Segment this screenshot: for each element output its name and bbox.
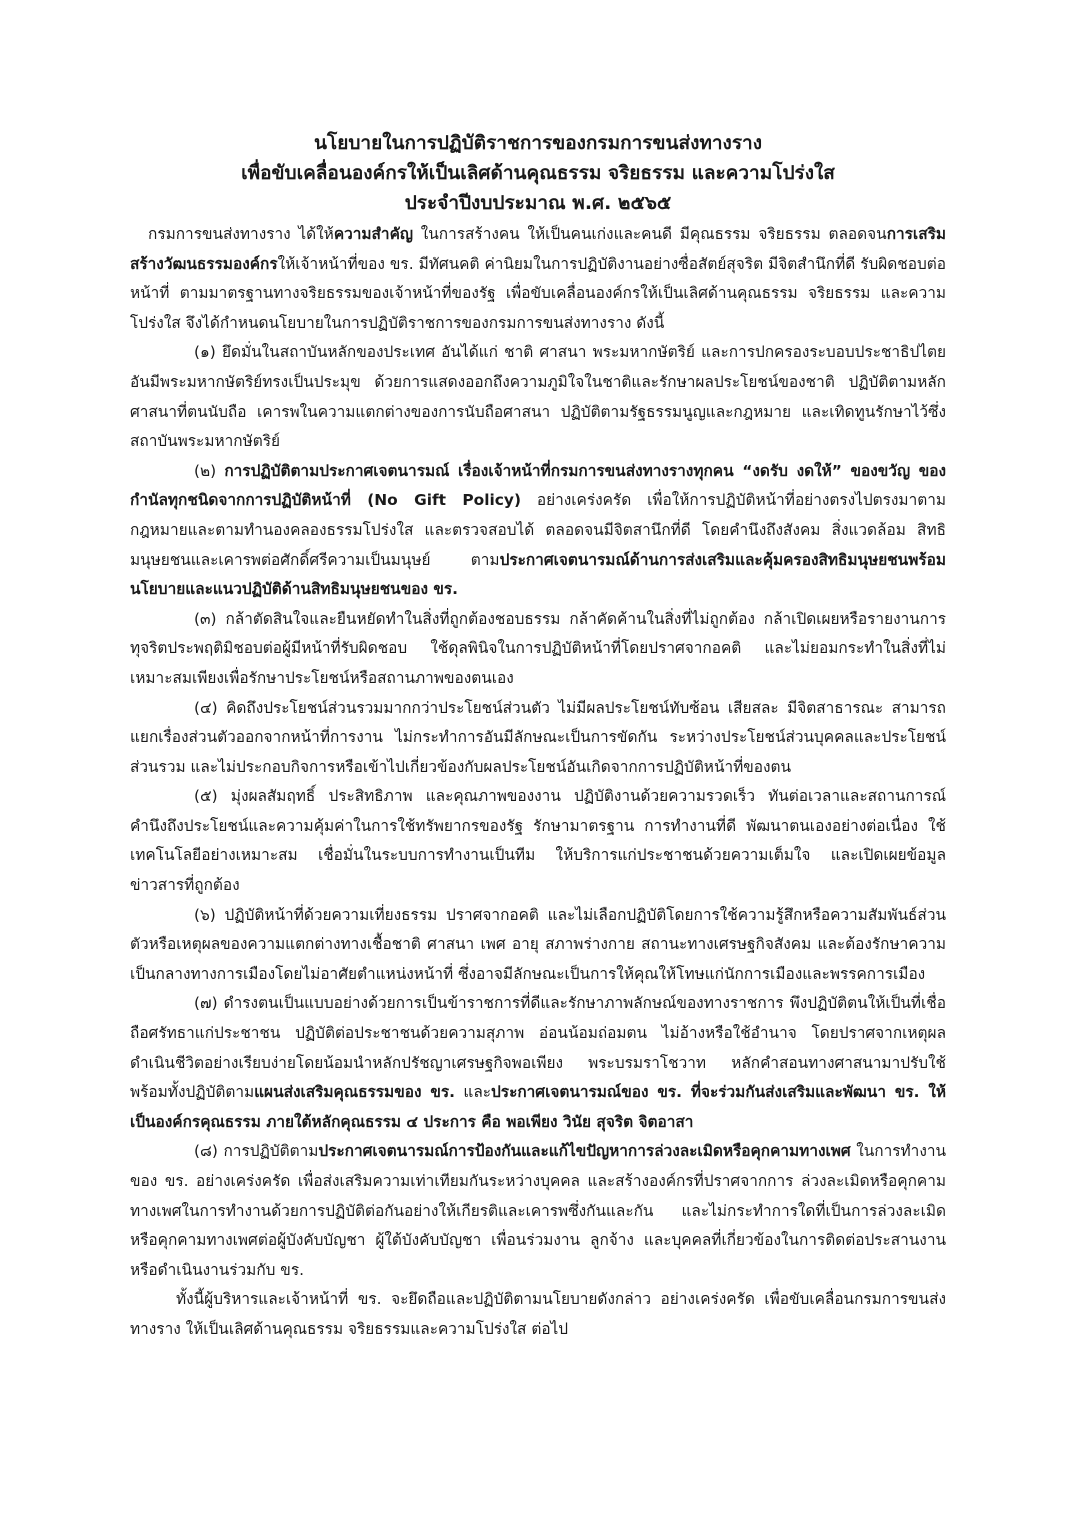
item7-bold-1: แผนส่งเสริมคุณธรรมของ ขร. bbox=[254, 1083, 455, 1102]
item8-bold-1: ประกาศเจตนารมณ์การป้องกันและแก้ไขปัญหาการล่วงละเมิดหรือคุกคามทางเพศ bbox=[318, 1142, 851, 1161]
intro-text-1: กรมการขนส่งทางราง ได้ให้ bbox=[148, 225, 334, 243]
item8-text-1: (๘) การปฏิบัติตาม bbox=[194, 1142, 319, 1161]
intro-text-2: ในการสร้างคน ให้เป็นคนเก่งและคนดี มีคุณธรรม จริยธรรม ตลอดจน bbox=[412, 225, 887, 243]
item8-text-2: ในการทำงานของ ขร. อย่างเคร่งครัด เพื่อส่งเสริมความเท่าเทียมกันระหว่างบุคคล และสร้างองค์กรที่ปราศจากการ ล่วงละเมิดหรือคุกคามทางเพศในการทำงานด้วยการปฏิบัติต่อกันอย่างให้เกียรติและเคารพซึ่งกันและกัน และไม่กระทำการใดที่เป็นการล่วงละเมิดหรือคุกคามทางเพศต่อผู้บังคับบัญชา ผู้ใต้บังคับบัญชา เพื่อนร่วมงาน ลูกจ้าง และบุคคลที่เกี่ยวข้องในการติดต่อประสานงานหรือดำเนินงานร่วมกับ ขร. bbox=[130, 1142, 947, 1279]
title-line-1: นโยบายในการปฏิบัติราชการของกรมการขนส่งทางราง bbox=[314, 132, 762, 154]
item2-number: (๒) bbox=[194, 461, 225, 480]
policy-item-7 bbox=[130, 989, 946, 1137]
title-line-3: ประจำปีงบประมาณ พ.ศ. ๒๕๖๕ bbox=[404, 192, 672, 214]
closing-paragraph: ทั้งนี้ผู้บริหารและเจ้าหน้าที่ ขร. จะยึดถือและปฏิบัติตามนโยบายดังกล่าว อย่างเคร่งครัด เพื่อขับเคลื่อนกรมการขนส่งทางราง ให้เป็นเลิศด้านคุณธรรม จริยธรรมและความโปร่งใส ต่อไป bbox=[130, 1290, 946, 1338]
policy-item-3: (๓) กล้าตัดสินใจและยืนหยัดทำในสิ่งที่ถูกต้องชอบธรรม กล้าคัดค้านในสิ่งที่ไม่ถูกต้อง กล้าเปิดเผยหรือรายงานการทุจริตประพฤติมิชอบต่อผู้มีหน้าที่รับผิดชอบ ใช้ดุลพินิจในการปฏิบัติหน้าที่โดยปราศจากอคติ และไม่ยอมกระทำในสิ่งที่ไม่เหมาะสมเพียงเพื่อรักษาประโยชน์หรือสถานภาพของตนเอง bbox=[130, 609, 946, 687]
title-line-2: เพื่อขับเคลื่อนองค์กรให้เป็นเลิศด้านคุณธรรม จริยธรรม และความโปร่งใส bbox=[241, 162, 835, 184]
item2-bold-1: การปฏิบัติตามประกาศเจตนารมณ์ เรื่องเจ้าหน้าที่กรมการขนส่งทางรางทุกคน “งดรับ งดให้” ของขวัญ ของกำนัลทุกชนิดจากการปฏิบัติหน้าที่ (No Gift Policy) bbox=[130, 461, 946, 510]
intro-bold-1: ความสำคัญ bbox=[333, 225, 413, 243]
intro-bold-2: การเสริมสร้างวัฒนธรรมองค์กร bbox=[130, 225, 946, 273]
document-title bbox=[130, 128, 946, 218]
policy-item-4: (๔) คิดถึงประโยชน์ส่วนรวมมากกว่าประโยชน์ส่วนตัว ไม่มีผลประโยชน์ทับซ้อน เสียสละ มีจิตสาธารณะ สามารถแยกเรื่องส่วนตัวออกจากหน้าที่การงาน ไม่กระทำการอันมีลักษณะเป็นการขัดกัน ระหว่างประโยชน์ส่วนบุคคลและประโยชน์ส่วนรวม และไม่ประกอบกิจการหรือเข้าไปเกี่ยวข้องกับผลประโยชน์อันเกิดจากการปฏิบัติหน้าที่ของตน bbox=[130, 698, 946, 776]
item7-text-1: (๗) ดำรงตนเป็นแบบอย่างด้วยการเป็นข้าราชการที่ดีและรักษาภาพลักษณ์ของทางราชการ พึงปฏิบัติตนให้เป็นที่เชื่อถือศรัทธาแก่ประชาชน ปฏิบัติต่อประชาชนด้วยความสุภาพ อ่อนน้อมถ่อมตน ไม่อ้างหรือใช้อำนาจ โดยปราศจากเหตุผล ดำเนินชีวิตอย่างเรียบง่ายโดยน้อมนำหลักปรัชญาเศรษฐกิจพอเพียง พระบรมราโชวาท หลักคำสอนทางศาสนามาปรับใช้ พร้อมทั้งปฏิบัติตาม bbox=[130, 994, 946, 1102]
intro-text-3: ให้เจ้าหน้าที่ของ ขร. มีทัศนคติ ค่านิยมในการปฏิบัติงานอย่างซื่อสัตย์สุจริต มีจิตสำนึกที่ดี รับผิดชอบต่อหน้าที่ ตามมาตรฐานทางจริยธรรมของเจ้าหน้าที่ของรัฐ เพื่อขับเคลื่อนองค์กรให้เป็นเลิศด้านคุณธรรม จริยธรรม และความโปร่งใส จึงได้กำหนดนโยบายในการปฏิบัติราชการของกรมการขนส่งทางราง ดังนี้ bbox=[130, 254, 946, 332]
item2-text-1: อย่างเคร่งครัด เพื่อให้การปฏิบัติหน้าที่อย่างตรงไปตรงมาตามกฎหมายและตามทำนองคลองธรรมโปร่งใส และตรวจสอบได้ ตลอดจนมีจิตสานึกที่ดี โดยคำนึงถึงสังคม สิ่งแวดล้อม สิทธิมนุษยชนและเคารพต่อศักดิ์ศรีความเป็นมนุษย์ ตาม bbox=[130, 491, 946, 569]
item7-bold-2: ประกาศเจตนารมณ์ของ ขร. ที่จะร่วมกันส่งเสริมและพัฒนา ขร. ให้เป็นองค์กรคุณธรรม ภายใต้หลักคุณธรรม ๔ ประการ คือ พอเพียง วินัย สุจริต จิตอาสา bbox=[130, 1083, 946, 1131]
policy-item-6: (๖) ปฏิบัติหน้าที่ด้วยความเที่ยงธรรม ปราศจากอคติ และไม่เลือกปฏิบัติโดยการใช้ความรู้สึกหรือความสัมพันธ์ส่วนตัวหรือเหตุผลของความแตกต่างทางเชื้อชาติ ศาสนา เพศ อายุ สภาพร่างกาย สถานะทางเศรษฐกิจสังคม และต้องรักษาความเป็นกลางทางการเมืองโดยไม่อาศัยตำแหน่งหน้าที่ ซึ่งอาจมีลักษณะเป็นการให้คุณให้โทษแก่นักการเมืองและพรรคการเมือง bbox=[130, 905, 946, 983]
policy-item-8 bbox=[130, 1137, 946, 1285]
policy-item-2 bbox=[130, 457, 946, 605]
item2-bold-2: ประกาศเจตนารมณ์ด้านการส่งเสริมและคุ้มครองสิทธิมนุษยชนพร้อมนโยบายและแนวปฏิบัติด้านสิทธิมนุษยชนของ ขร. bbox=[130, 550, 946, 599]
item7-text-2: และ bbox=[455, 1083, 492, 1102]
intro-paragraph bbox=[130, 220, 946, 338]
policy-item-5: (๕) มุ่งผลสัมฤทธิ์ ประสิทธิภาพ และคุณภาพของงาน ปฏิบัติงานด้วยความรวดเร็ว ทันต่อเวลาและสถานการณ์ คำนึงถึงประโยชน์และความคุ้มค่าในการใช้ทรัพยากรของรัฐ รักษามาตรฐาน การทำงานที่ดี พัฒนาตนเองอย่างต่อเนื่อง ใช้เทคโนโลยีอย่างเหมาะสม เชื่อมั่นในระบบการทำงานเป็นทีม ให้บริการแก่ประชาชนด้วยความเต็มใจ และเปิดเผยข้อมูลข่าวสารที่ถูกต้อง bbox=[130, 787, 946, 895]
policy-item-1: (๑) ยึดมั่นในสถาบันหลักของประเทศ อันได้แก่ ชาติ ศาสนา พระมหากษัตริย์ และการปกครองระบอบประชาธิปไตยอันมีพระมหากษัตริย์ทรงเป็นประมุข ด้วยการแสดงออกถึงความภูมิใจในชาติและรักษาผลประโยชน์ของชาติ ปฏิบัติตามหลักศาสนาที่ตนนับถือ เคารพในความแตกต่างของการนับถือศาสนา ปฏิบัติตามรัฐธรรมนูญและกฎหมาย และเทิดทูนรักษาไว้ซึ่งสถาบันพระมหากษัตริย์ bbox=[130, 343, 946, 451]
